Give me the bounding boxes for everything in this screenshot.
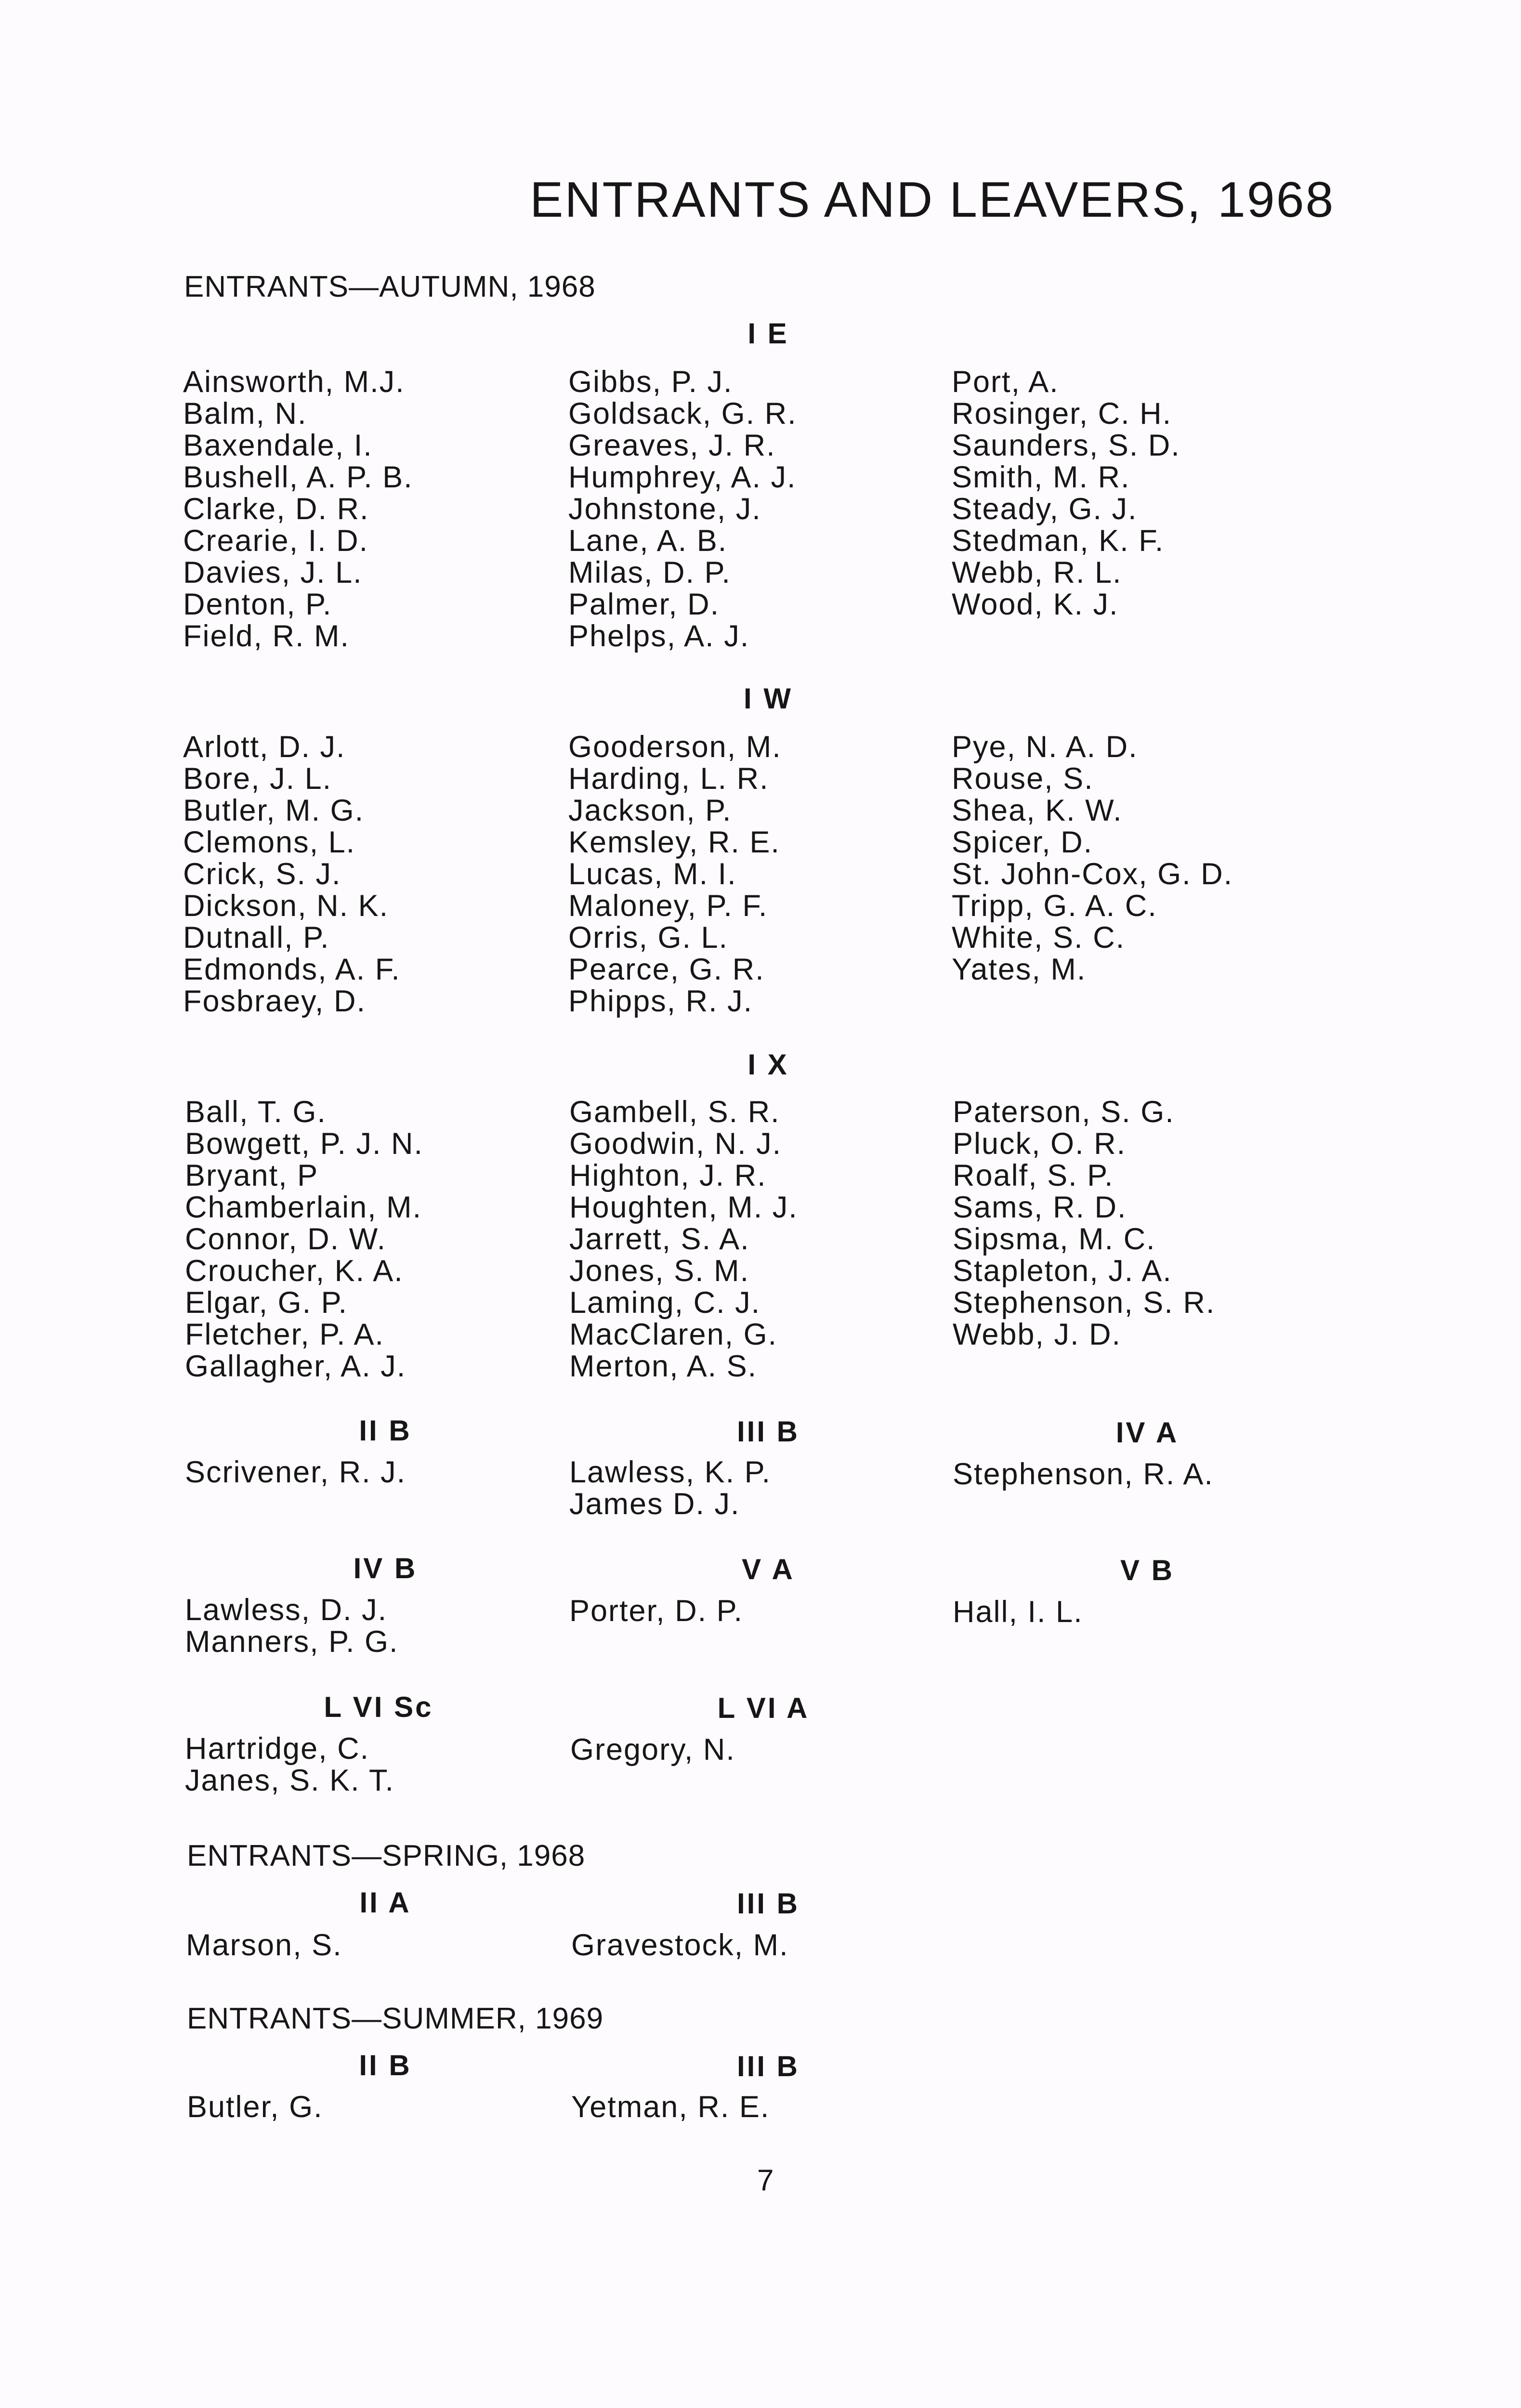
list-item: Gambell, S. R. [569,1095,780,1129]
iib-summer-names [187,2091,323,2123]
list-item: James D. J. [569,1487,740,1521]
form-heading-iiib-summer: III B [736,2050,800,2082]
iia-names [186,1929,342,1961]
list-item: Bushell, A. P. B. [183,460,413,494]
list-item: Jackson, P. [568,794,732,827]
list-item: Greaves, J. R. [568,429,776,462]
section-heading-summer: ENTRANTS—SUMMER, 1969 [187,2002,604,2035]
list-item: Milas, D. P. [568,556,731,589]
form-heading-iiib: III B [736,1415,800,1448]
list-item: Harding, L. R. [568,762,769,796]
list-item: Clemons, L. [183,825,356,859]
form-heading-iia: II A [359,1886,411,1919]
list-item: Field, R. M. [183,619,350,653]
list-item: Saunders, S. D. [952,429,1180,462]
form-heading-va: V A [742,1553,795,1585]
list-item: Rosinger, C. H. [952,397,1172,431]
list-item: Johnstone, J. [568,492,761,526]
list-item: Hartridge, C. [185,1732,370,1766]
list-item: Kemsley, R. E. [568,825,780,859]
iiib-summer-names [571,2091,770,2123]
list-item: Sipsma, M. C. [953,1222,1156,1256]
iw-column-3 [952,731,1233,985]
form-heading-lvia: L VI A [717,1692,810,1724]
list-item: Butler, G. [187,2090,323,2124]
list-item: Dutnall, P. [183,921,330,955]
list-item: Goldsack, G. R. [568,397,797,431]
ix-column-1 [185,1096,423,1382]
list-item: Stapleton, J. A. [953,1254,1172,1288]
section-heading-autumn: ENTRANTS—AUTUMN, 1968 [184,270,596,303]
form-heading-iib: II B [359,1414,412,1447]
ix-column-2 [569,1096,798,1382]
list-item: Merton, A. S. [569,1349,758,1383]
list-item: Pye, N. A. D. [952,730,1138,764]
form-heading-ix: I X [747,1048,789,1081]
form-heading-vb: V B [1120,1554,1175,1586]
list-item: Shea, K. W. [952,794,1123,827]
list-item: Wood, K. J. [952,588,1119,621]
list-item: Yates, M. [952,953,1087,986]
list-item: Smith, M. R. [952,460,1130,494]
list-item: Orris, G. L. [568,921,729,955]
list-item: Bore, J. L. [183,762,332,796]
list-item: Port, A. [952,365,1059,399]
list-item: Ball, T. G. [185,1095,327,1129]
list-item: Fletcher, P. A. [185,1318,385,1351]
list-item: Balm, N. [183,397,307,431]
list-item: Lawless, D. J. [185,1593,388,1627]
list-item: Scrivener, R. J. [185,1455,406,1489]
list-item: Fosbraey, D. [183,984,366,1018]
list-item: Rouse, S. [952,762,1094,796]
iw-column-2 [568,731,782,1017]
list-item: Webb, J. D. [953,1318,1121,1351]
list-item: Phipps, R. J. [568,984,753,1018]
va-names [569,1595,743,1627]
list-item: Steady, G. J. [952,492,1138,526]
iib-names [185,1456,406,1488]
list-item: Clarke, D. R. [183,492,369,526]
list-item: Stephenson, R. A. [953,1457,1214,1491]
list-item: Laming, C. J. [569,1286,761,1320]
list-item: Manners, P. G. [185,1625,399,1659]
list-item: Dickson, N. K. [183,889,389,923]
form-heading-ivb: IV B [353,1552,418,1584]
list-item: Crick, S. J. [183,857,341,891]
list-item: Marson, S. [186,1928,342,1962]
form-heading-ie: I E [747,317,789,350]
list-item: Hall, I. L. [953,1595,1083,1629]
list-item: Webb, R. L. [952,556,1122,589]
form-heading-iib-summer: II B [359,2049,412,2081]
list-item: MacClaren, G. [569,1318,778,1351]
list-item: Bowgett, P. J. N. [185,1127,424,1161]
ie-column-1 [183,366,413,652]
list-item: Spicer, D. [952,825,1093,859]
list-item: Davies, J. L. [183,556,363,589]
list-item: Sams, R. D. [953,1191,1127,1224]
list-item: Gibbs, P. J. [568,365,733,399]
list-item: Porter, D. P. [569,1594,743,1628]
list-item: Edmonds, A. F. [183,953,401,986]
list-item: Chamberlain, M. [185,1191,422,1224]
list-item: Houghten, M. J. [569,1191,798,1224]
list-item: Stedman, K. F. [952,524,1165,558]
list-item: Palmer, D. [568,588,720,621]
iva-names [953,1458,1214,1490]
list-item: White, S. C. [952,921,1126,955]
list-item: Pluck, O. R. [953,1127,1127,1161]
list-item: Denton, P. [183,588,332,621]
form-heading-iw: I W [744,682,793,715]
ix-column-3 [953,1096,1215,1350]
page-number: 7 [757,2164,774,2197]
list-item: Connor, D. W. [185,1222,387,1256]
iiib-names [569,1456,771,1520]
list-item: Highton, J. R. [569,1159,767,1192]
list-item: Arlott, D. J. [183,730,346,764]
list-item: Gregory, N. [570,1733,735,1767]
lvia-names [570,1734,735,1766]
list-item: Yetman, R. E. [571,2090,770,2124]
list-item: Goodwin, N. J. [569,1127,782,1161]
list-item: Croucher, K. A. [185,1254,404,1288]
list-item: Pearce, G. R. [568,953,765,986]
list-item: Lawless, K. P. [569,1455,772,1489]
list-item: Butler, M. G. [183,794,365,827]
form-heading-iiib-spring: III B [736,1887,800,1920]
section-heading-spring: ENTRANTS—SPRING, 1968 [187,1839,586,1872]
list-item: Elgar, G. P. [185,1286,348,1320]
list-item: Gooderson, M. [568,730,782,764]
list-item: Humphrey, A. J. [568,460,797,494]
page-title: ENTRANTS AND LEAVERS, 1968 [530,172,1335,228]
vb-names [953,1596,1083,1628]
list-item: Paterson, S. G. [953,1095,1175,1129]
list-item: Gravestock, M. [571,1928,789,1962]
list-item: Jarrett, S. A. [569,1222,750,1256]
list-item: Jones, S. M. [569,1254,750,1288]
list-item: Bryant, P [185,1159,319,1192]
list-item: Baxendale, I. [183,429,373,462]
list-item: Lane, A. B. [568,524,728,558]
list-item: Crearie, I. D. [183,524,369,558]
form-heading-lvisc: L VI Sc [324,1691,433,1723]
ie-column-3 [952,366,1180,620]
list-item: St. John-Cox, G. D. [952,857,1233,891]
iw-column-1 [183,731,401,1017]
list-item: Stephenson, S. R. [953,1286,1216,1320]
list-item: Lucas, M. I. [568,857,737,891]
iiib-spring-names [571,1929,789,1961]
list-item: Maloney, P. F. [568,889,768,923]
ivb-names [185,1594,399,1658]
list-item: Phelps, A. J. [568,619,750,653]
list-item: Tripp, G. A. C. [952,889,1157,923]
list-item: Ainsworth, M.J. [183,365,405,399]
ie-column-2 [568,366,797,652]
list-item: Roalf, S. P. [953,1159,1114,1192]
list-item: Gallagher, A. J. [185,1349,406,1383]
lvisc-names [185,1733,394,1796]
list-item: Janes, S. K. T. [185,1764,395,1797]
form-heading-iva: IV A [1115,1416,1179,1449]
